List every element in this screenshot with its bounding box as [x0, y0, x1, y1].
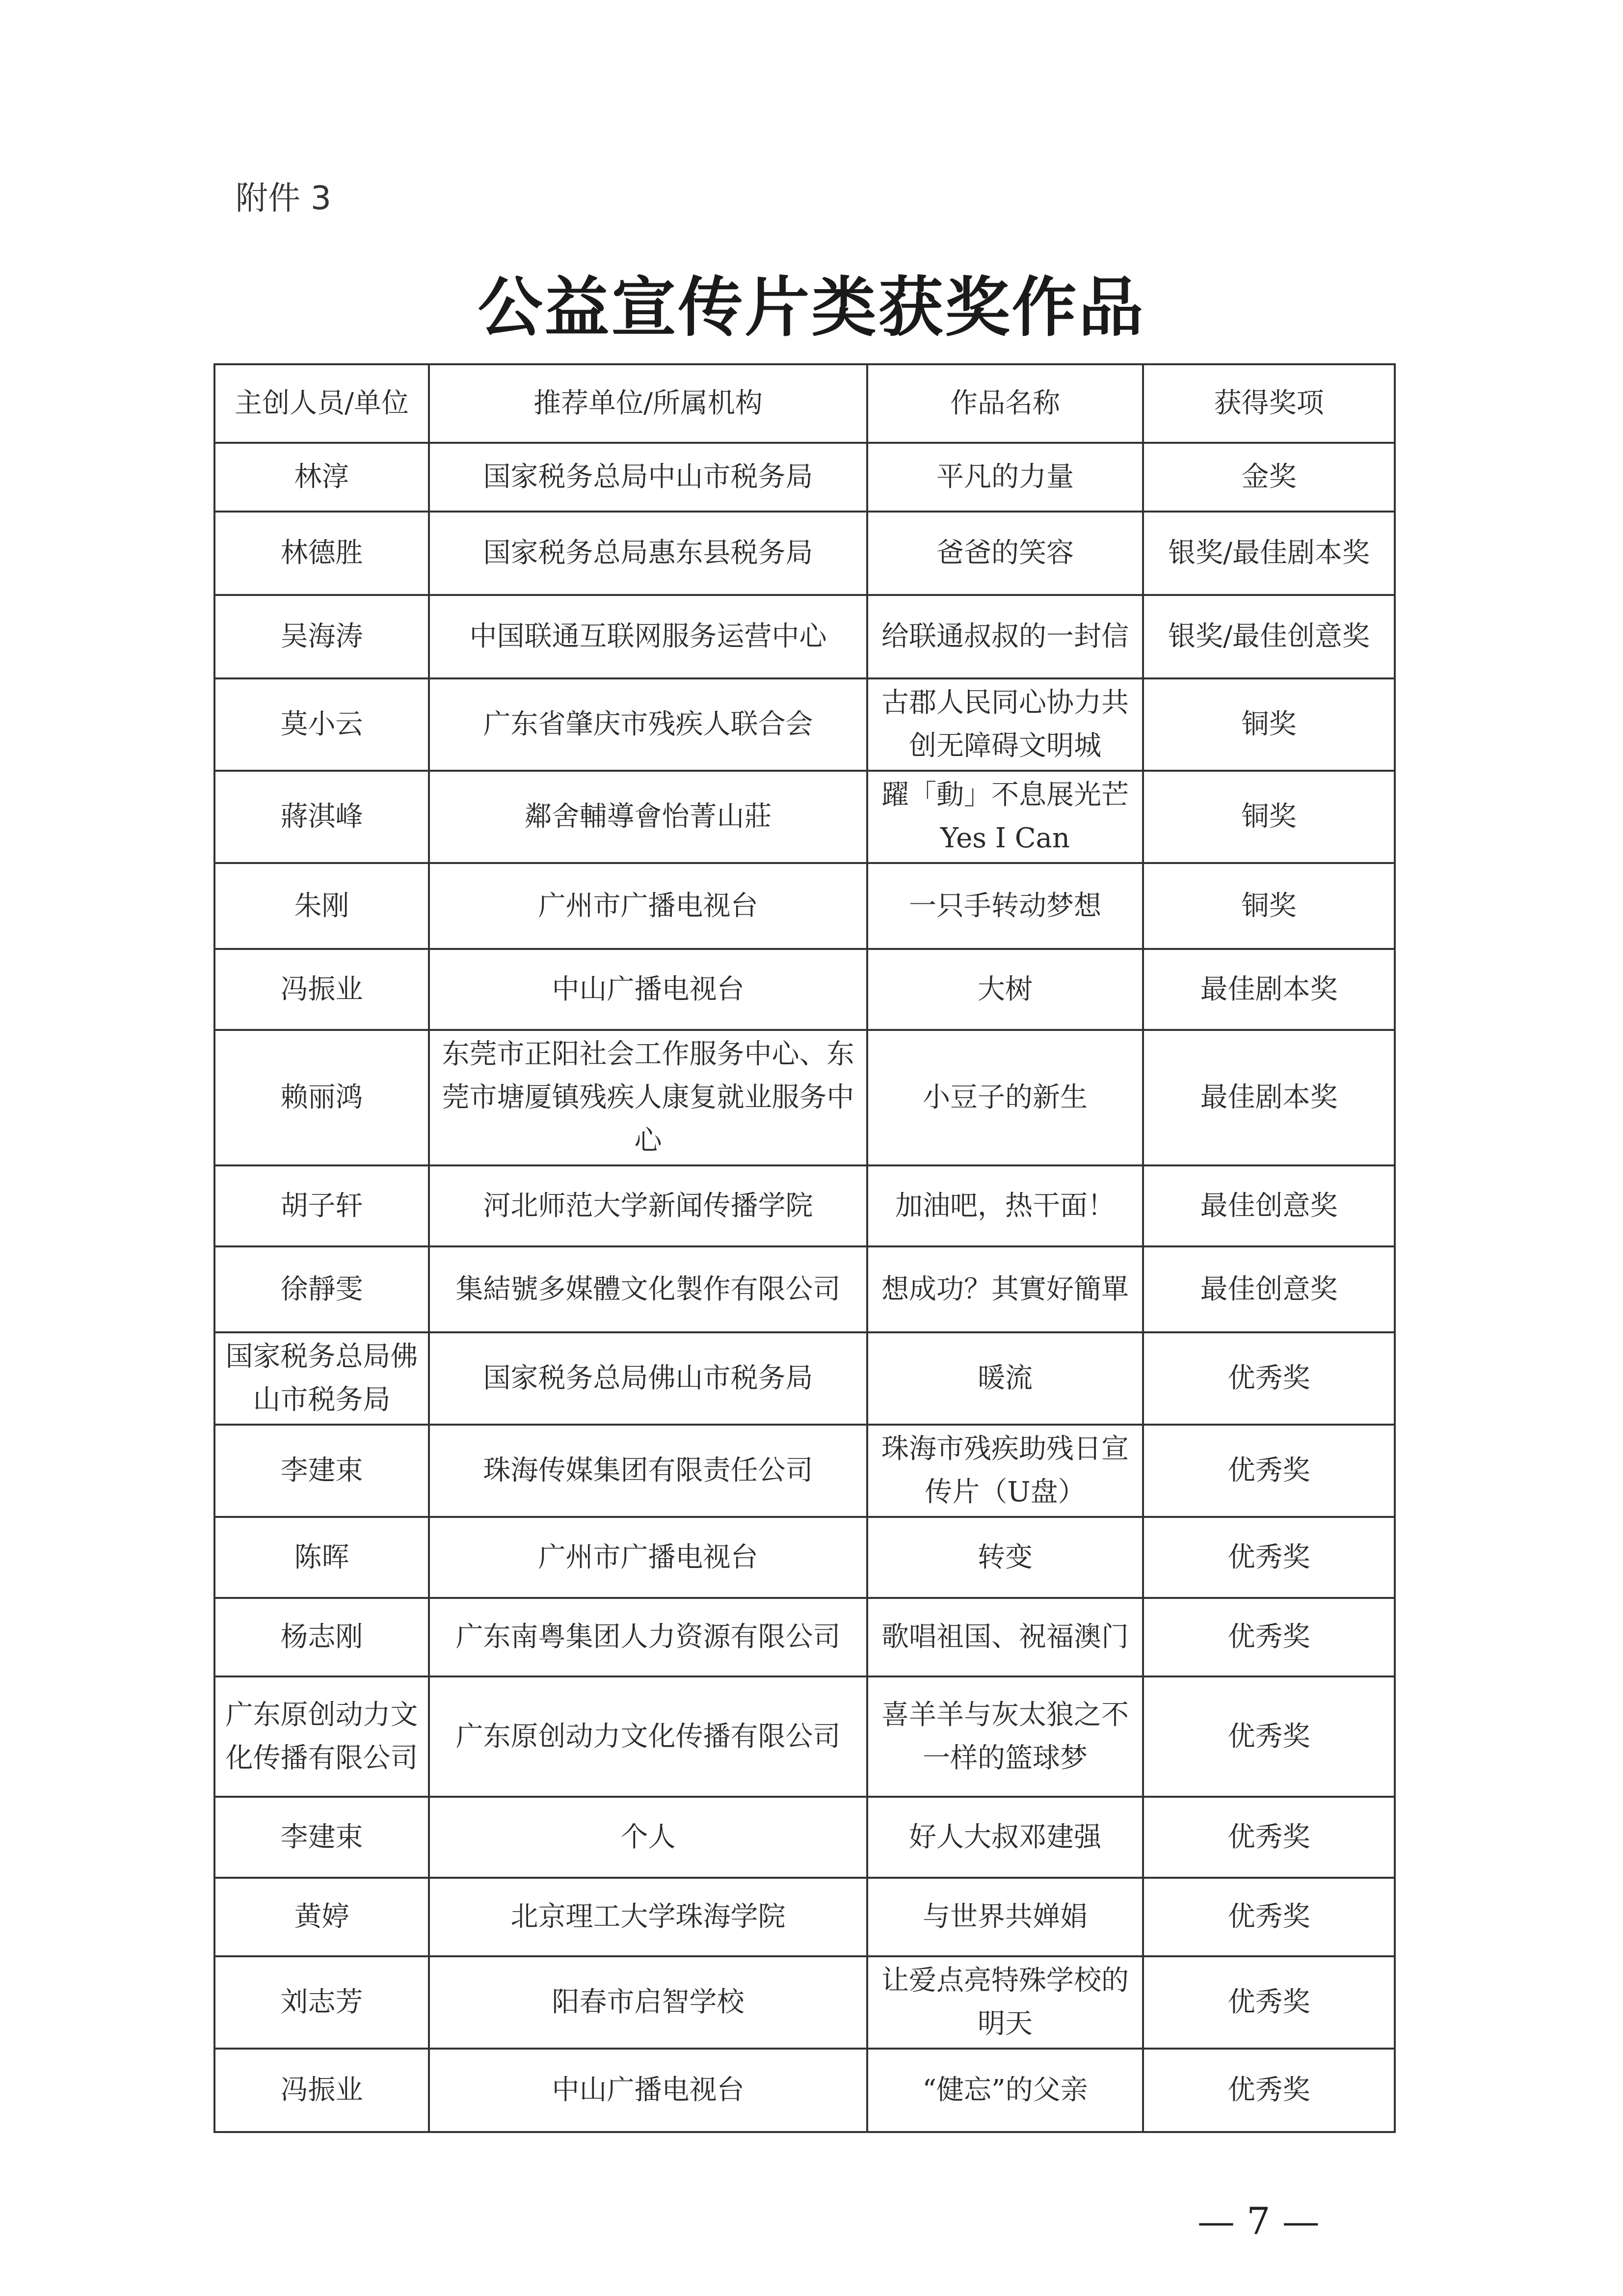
cell-creator: 冯振业 [214, 2049, 429, 2132]
cell-recommender: 北京理工大学珠海学院 [429, 1878, 867, 1956]
cell-award: 优秀奖 [1143, 1332, 1395, 1425]
cell-work-title: 大树 [867, 949, 1143, 1030]
cell-creator: 李建束 [214, 1425, 429, 1517]
awards-table [213, 363, 1396, 2133]
cell-recommender: 东莞市正阳社会工作服务中心、东莞市塘厦镇残疾人康复就业服务中心 [429, 1030, 867, 1165]
cell-recommender: 阳春市启智学校 [429, 1956, 867, 2049]
table-row [214, 1425, 1395, 1517]
cell-recommender: 广东原创动力文化传播有限公司 [429, 1676, 867, 1797]
cell-recommender: 集結號多媒體文化製作有限公司 [429, 1246, 867, 1332]
cell-work-title: 好人大叔邓建强 [867, 1797, 1143, 1878]
work-title-line-1: 躍「動」不息展光芒 Yes I Can [881, 779, 1129, 854]
cell-work-title: 转变 [867, 1517, 1143, 1598]
cell-recommender: 广东省肇庆市残疾人联合会 [429, 678, 867, 771]
cell-creator: 徐靜雯 [214, 1246, 429, 1332]
cell-award: 优秀奖 [1143, 1517, 1395, 1598]
table-row [214, 595, 1395, 678]
table-row [214, 1797, 1395, 1878]
header-award: 获得奖项 [1143, 364, 1395, 443]
cell-work-title: 爸爸的笑容 [867, 512, 1143, 595]
cell-creator: 林淳 [214, 443, 429, 512]
cell-creator: 广东原创动力文化传播有限公司 [214, 1676, 429, 1797]
cell-award: 优秀奖 [1143, 2049, 1395, 2132]
cell-creator: 胡子轩 [214, 1165, 429, 1246]
cell-recommender: 国家税务总局惠东县税务局 [429, 512, 867, 595]
table-row [214, 2049, 1395, 2132]
page-number: — 7 — [1197, 2199, 1320, 2243]
cell-creator: 黄婷 [214, 1878, 429, 1956]
cell-recommender: 鄰舍輔導會怡菁山莊 [429, 771, 867, 863]
cell-work-title: 歌唱祖国、祝福澳门 [867, 1598, 1143, 1676]
cell-recommender: 个人 [429, 1797, 867, 1878]
attachment-label: 附件 3 [236, 179, 331, 217]
header-creator: 主创人员/单位 [214, 364, 429, 443]
header-recommender: 推荐单位/所属机构 [429, 364, 867, 443]
cell-creator: 朱刚 [214, 863, 429, 949]
cell-award: 铜奖 [1143, 771, 1395, 863]
cell-work-title: 加油吧，热干面！ [867, 1165, 1143, 1246]
page-title: 公益宣传片类获奖作品 [478, 270, 1145, 346]
cell-work-title: 喜羊羊与灰太狼之不一样的篮球梦 [867, 1676, 1143, 1797]
cell-creator: 蔣淇峰 [214, 771, 429, 863]
table-row [214, 1332, 1395, 1425]
cell-award: 优秀奖 [1143, 1956, 1395, 2049]
table-row [214, 1956, 1395, 2049]
cell-work-title: 让爱点亮特殊学校的明天 [867, 1956, 1143, 2049]
table-row [214, 863, 1395, 949]
cell-recommender: 河北师范大学新闻传播学院 [429, 1165, 867, 1246]
table-row [214, 1676, 1395, 1797]
cell-work-title: 一只手转动梦想 [867, 863, 1143, 949]
cell-recommender: 中山广播电视台 [429, 949, 867, 1030]
cell-award: 最佳剧本奖 [1143, 1030, 1395, 1165]
table-row [214, 771, 1395, 863]
cell-award: 铜奖 [1143, 678, 1395, 771]
table-row [214, 678, 1395, 771]
cell-creator: 莫小云 [214, 678, 429, 771]
table-row [214, 1165, 1395, 1246]
cell-creator: 冯振业 [214, 949, 429, 1030]
cell-creator: 林德胜 [214, 512, 429, 595]
header-work-title: 作品名称 [867, 364, 1143, 443]
cell-work-title: 给联通叔叔的一封信 [867, 595, 1143, 678]
cell-award: 最佳创意奖 [1143, 1165, 1395, 1246]
cell-award: 优秀奖 [1143, 1425, 1395, 1517]
cell-award: 优秀奖 [1143, 1797, 1395, 1878]
cell-recommender: 中国联通互联网服务运营中心 [429, 595, 867, 678]
cell-creator: 陈晖 [214, 1517, 429, 1598]
cell-work-title: 小豆子的新生 [867, 1030, 1143, 1165]
table-row [214, 512, 1395, 595]
cell-award: 金奖 [1143, 443, 1395, 512]
cell-recommender: 广州市广播电视台 [429, 863, 867, 949]
cell-creator: 吴海涛 [214, 595, 429, 678]
cell-award: 银奖/最佳剧本奖 [1143, 512, 1395, 595]
cell-award: 铜奖 [1143, 863, 1395, 949]
cell-work-title: 与世界共婵娟 [867, 1878, 1143, 1956]
cell-work-title: 想成功？其實好簡單 [867, 1246, 1143, 1332]
cell-award: 优秀奖 [1143, 1598, 1395, 1676]
cell-recommender: 广州市广播电视台 [429, 1517, 867, 1598]
table-row [214, 949, 1395, 1030]
table-row [214, 1246, 1395, 1332]
table-row [214, 1598, 1395, 1676]
cell-award: 优秀奖 [1143, 1676, 1395, 1797]
cell-creator: 李建束 [214, 1797, 429, 1878]
cell-award: 优秀奖 [1143, 1878, 1395, 1956]
cell-award: 最佳剧本奖 [1143, 949, 1395, 1030]
cell-recommender: 广东南粤集团人力资源有限公司 [429, 1598, 867, 1676]
cell-award: 银奖/最佳创意奖 [1143, 595, 1395, 678]
cell-work-title: 平凡的力量 [867, 443, 1143, 512]
table-row [214, 1878, 1395, 1956]
table-row [214, 1517, 1395, 1598]
table-row [214, 443, 1395, 512]
cell-work-title [867, 771, 1143, 863]
cell-work-title: “健忘”的父亲 [867, 2049, 1143, 2132]
table-row [214, 1030, 1395, 1165]
cell-work-title: 古郡人民同心协力共创无障碍文明城 [867, 678, 1143, 771]
cell-recommender: 国家税务总局佛山市税务局 [429, 1332, 867, 1425]
table-header-row [214, 364, 1395, 443]
cell-recommender: 中山广播电视台 [429, 2049, 867, 2132]
cell-recommender: 珠海传媒集团有限责任公司 [429, 1425, 867, 1517]
cell-work-title: 珠海市残疾助残日宣传片（U盘） [867, 1425, 1143, 1517]
cell-creator: 刘志芳 [214, 1956, 429, 2049]
cell-creator: 杨志刚 [214, 1598, 429, 1676]
cell-work-title: 暖流 [867, 1332, 1143, 1425]
cell-award: 最佳创意奖 [1143, 1246, 1395, 1332]
cell-creator: 赖丽鸿 [214, 1030, 429, 1165]
cell-creator: 国家税务总局佛山市税务局 [214, 1332, 429, 1425]
cell-recommender: 国家税务总局中山市税务局 [429, 443, 867, 512]
